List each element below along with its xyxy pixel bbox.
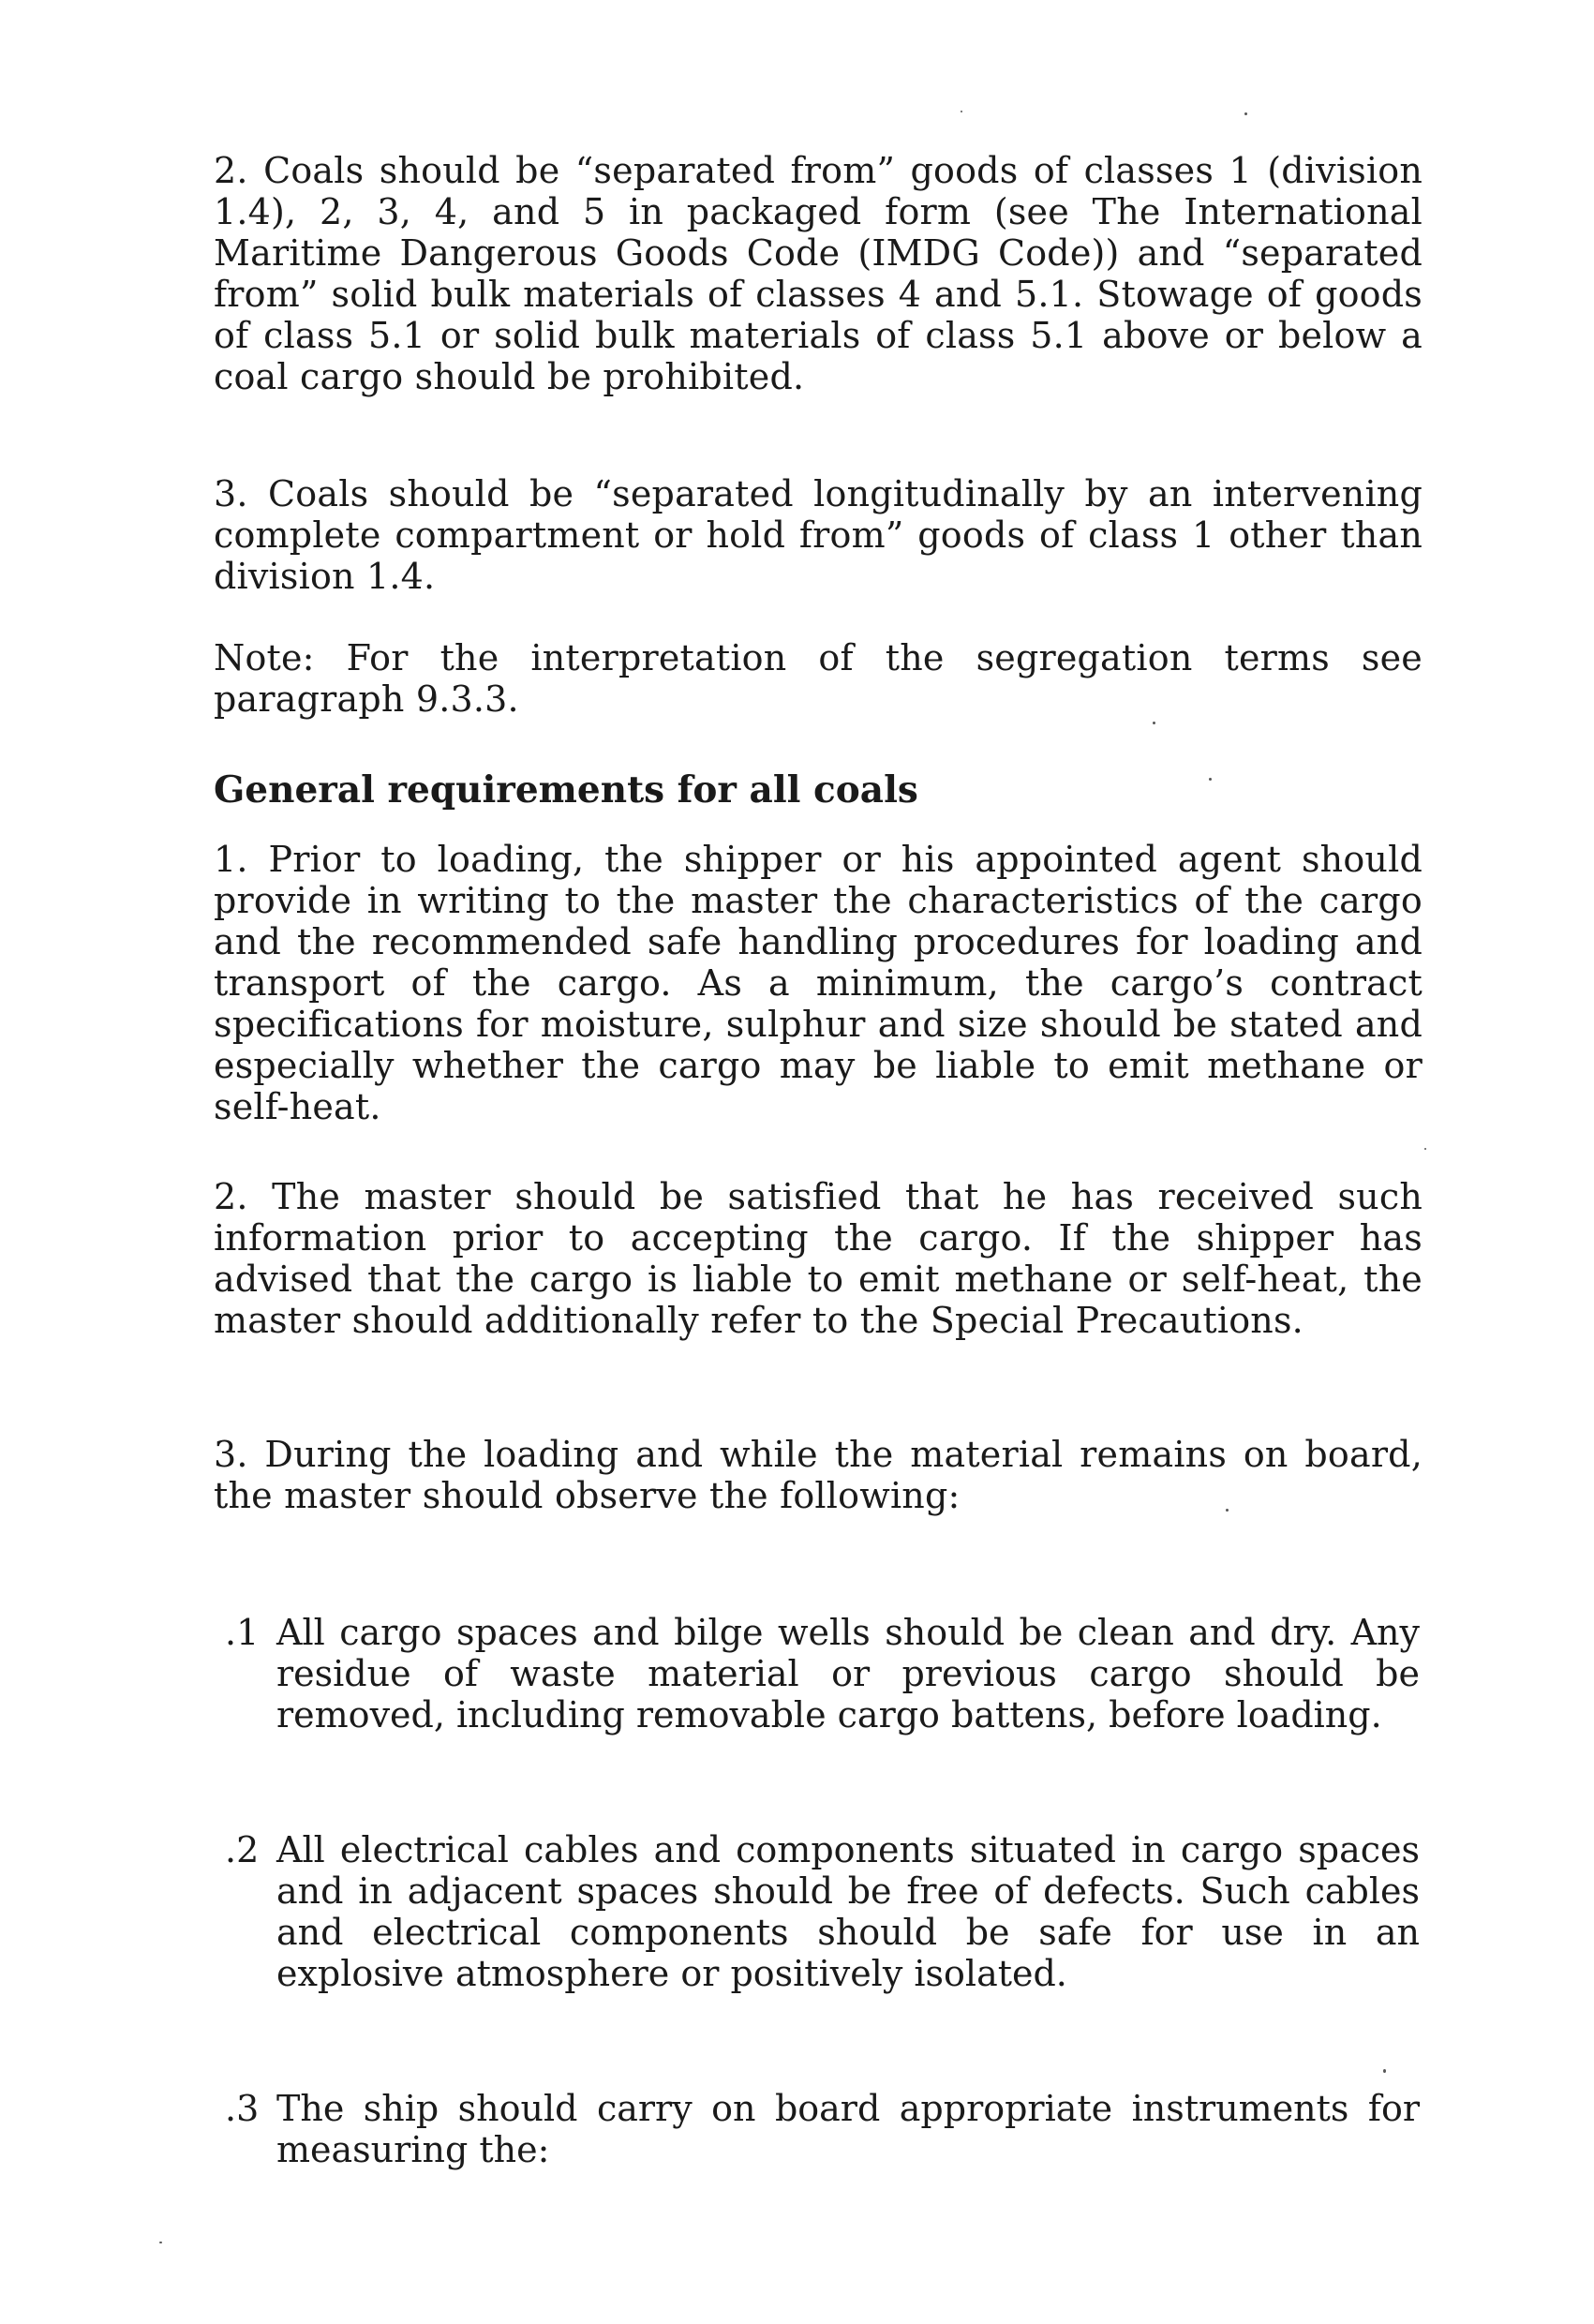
- subitem-number: .2: [225, 1829, 260, 1870]
- subitem-text: The ship should carry on board appropriate instruments for measuring the:: [276, 2088, 1420, 2170]
- heading-text: General requirements for all coals: [214, 768, 918, 812]
- scan-speck: [1226, 1509, 1229, 1512]
- requirement-text: 3. During the loading and while the material remains on board, the master should observe the following:: [214, 1434, 1423, 1516]
- paragraph-text: 2. Coals should be “separated from” goods of classes 1 (division 1.4), 2, 3, 4, and 5 in packaged form (see The International Maritime Dangerous Goods Code (IMDG Code)) and “separated from” solid bulk materials of classes 4 and 5.1. Stowage of goods of class 5.1 or solid bulk materials of class 5.1 above or below a coal cargo should be prohibited.: [214, 150, 1423, 397]
- subitem-number: .3: [225, 2088, 260, 2129]
- scan-speck: [1244, 112, 1247, 115]
- requirement-3: [214, 1434, 1423, 1516]
- segregation-paragraph-2: [214, 150, 1423, 397]
- segregation-note: [214, 637, 1423, 720]
- scan-speck: [1424, 1148, 1426, 1150]
- scan-speck: [1153, 722, 1155, 724]
- requirement-text: 1. Prior to loading, the shipper or his appointed agent should provide in writing to the master the characteristics of the cargo and the recommended safe handling procedures for loading and transport of the cargo. As a minimum, the cargo’s contract specifications for moisture, sulphur and size should be stated and especially whether the cargo may be liable to emit methane or self-heat.: [214, 839, 1423, 1127]
- scan-speck: [1383, 2069, 1386, 2073]
- note-text: Note: For the interpretation of the segregation terms see paragraph 9.3.3.: [214, 637, 1423, 720]
- scan-speck: [961, 111, 962, 112]
- scan-speck: [159, 2242, 162, 2243]
- requirement-1: [214, 839, 1423, 1127]
- segregation-paragraph-3: [214, 473, 1423, 597]
- paragraph-text: 3. Coals should be “separated longitudinally by an intervening complete compartment or hold from” goods of class 1 other than division 1.4.: [214, 473, 1423, 597]
- section-heading: [214, 768, 918, 812]
- requirement-text: 2. The master should be satisfied that he has received such information prior to accepting the cargo. If the shipper has advised that the cargo is liable to emit methane or self-heat, the master should additionally refer to the Special Precautions.: [214, 1176, 1423, 1341]
- subitem-number: .1: [225, 1612, 260, 1653]
- subitem-text: All electrical cables and components situated in cargo spaces and in adjacent spaces should be free of defects. Such cables and electrical components should be safe for use in an explosive atmosphere or positively isolated.: [276, 1829, 1420, 1994]
- scan-speck: [1209, 778, 1212, 781]
- requirement-2: [214, 1176, 1423, 1341]
- subitem-text: All cargo spaces and bilge wells should be clean and dry. Any residue of waste material or previous cargo should be removed, including removable cargo battens, before loading.: [276, 1612, 1420, 1736]
